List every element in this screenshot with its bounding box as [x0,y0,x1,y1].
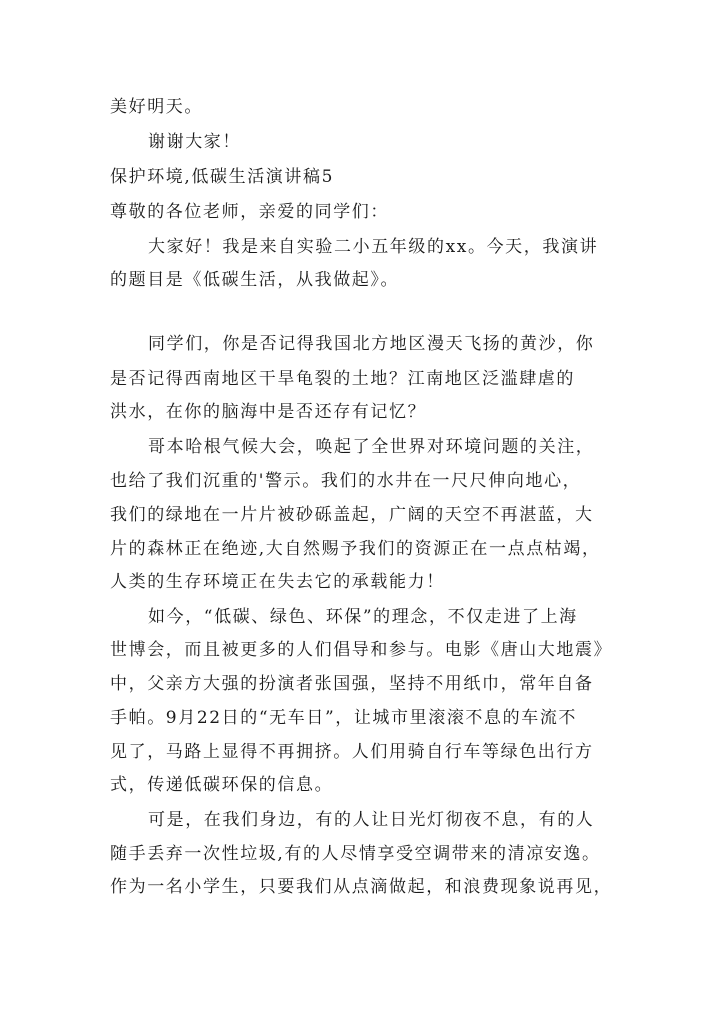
text-line: 洪水，在你的脑海中是否还存有记忆？ [110,402,427,422]
text-line: 同学们，你是否记得我国北方地区漫天飞扬的黄沙，你 [148,334,595,354]
text-line: 手帕。9月22日的“无车日”，让城市里滚滚不息的车流不 [110,708,578,728]
text-line: 也给了我们沉重的'警示。我们的水井在一尺尺伸向地心， [110,471,582,491]
text-line: 哥本哈根气候大会，唤起了全世界对环境问题的关注， [148,437,595,457]
text-line: 人类的生存环境正在失去它的承载能力！ [110,572,445,592]
text-line: 如今，“低碳、绿色、环保”的理念，不仅走进了上海 [148,607,578,627]
text-line: 美好明天。 [110,97,203,117]
text-line: 见了，马路上显得不再拥挤。人们用骑自行车等绿色出行方 [110,742,594,762]
salutation: 尊敬的各位老师，亲爱的同学们： [110,202,389,222]
text-line: 大家好！我是来自实验二小五年级的xx。今天，我演讲 [148,237,599,257]
text-line: 的题目是《低碳生活，从我做起》。 [110,270,400,290]
text-line: 是否记得西南地区干旱龟裂的土地？江南地区泛滥肆虐的 [110,369,575,389]
text-line: 作为一名小学生，只要我们从点滴做起，和浪费现象说再见， [110,877,613,897]
text-line: 我们的绿地在一片片被砂砾盖起，广阔的天空不再湛蓝，大 [110,505,594,525]
text-line: 中，父亲方大强的扮演者张国强，坚持不用纸巾，常年自备 [110,674,594,694]
text-line: 片的森林正在绝迹,大自然赐予我们的资源正在一点点枯竭， [110,539,601,559]
text-line: 式，传递低碳环保的信息。 [110,775,334,795]
speech-title: 保护环境,低碳生活演讲稿5 [110,167,335,187]
text-line: 谢谢大家！ [148,132,241,152]
text-line: 世博会，而且被更多的人们倡导和参与。电影《唐山大地震》 [110,640,613,660]
text-line: 可是，在我们身边，有的人让日光灯彻夜不息，有的人 [148,810,595,830]
text-line: 随手丢弃一次性垃圾,有的人尽情享受空调带来的清凉安逸。 [110,844,601,864]
